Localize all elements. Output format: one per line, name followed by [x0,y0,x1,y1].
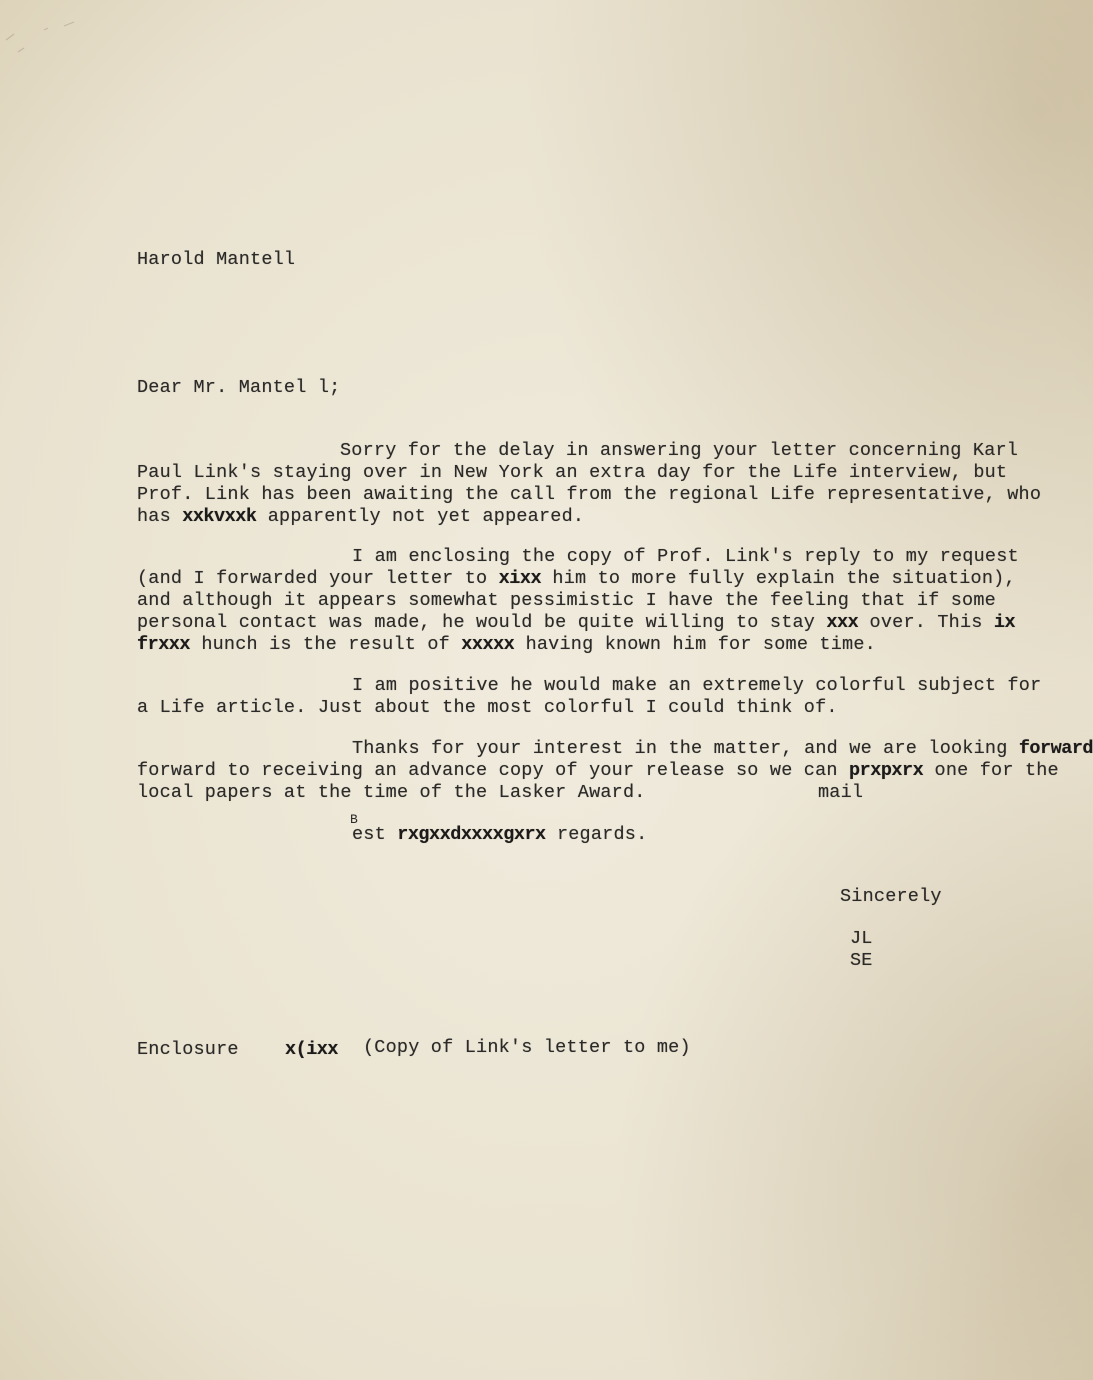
text-run: him to more fully explain the situation), [541,568,1016,589]
paragraph-2-line-4 [137,612,1015,634]
paper-scuff-mark [4,20,84,70]
text-run: hunch is the result of [190,634,462,655]
paragraph-4-line-3: local papers at the time of the Lasker Award. [137,782,646,803]
correction-mark: B [350,812,358,827]
struck-out-text: rxgxxdxxxxgxrx [397,824,546,845]
text-run: est [352,824,398,845]
initials-1: JL [850,928,873,949]
struck-out-text: xxx [826,612,859,633]
paragraph-1-line-3: Prof. Link has been awaiting the call from the regional Life representative, who [137,484,1042,505]
paragraph-2-line-2 [137,568,1016,590]
text-run: one for the [923,760,1059,781]
enclosure-label: Enclosure [137,1039,239,1060]
text-run: over. This [858,612,994,633]
struck-out-text: xxkvxxk [182,506,257,527]
text-run: (and I forwarded your letter to [137,568,499,589]
struck-out-text: forward [1018,738,1093,759]
struck-out-text: x(ixx [285,1039,339,1060]
struck-out-text: prxpxrx [849,760,924,781]
struck-out-text: ix [993,612,1016,633]
paragraph-1-line-2: Paul Link's staying over in New York an extra day for the Life interview, but [137,462,1008,483]
paragraph-4-line-2 [137,760,1059,782]
paragraph-2-line-5 [137,634,876,656]
initials-2: SE [850,950,873,971]
paragraph-1-line-4 [137,506,584,528]
signoff: Sincerely [840,886,942,907]
paragraph-2-line-1: I am enclosing the copy of Prof. Link's reply to my request [352,546,1019,567]
paragraph-4-line-1 [352,738,1093,760]
text-run: having known him for some time. [514,634,876,655]
text-run: has [137,506,183,527]
text-run: Thanks for your interest in the matter, and we are looking [352,738,1019,759]
text-run: regards. [545,824,648,845]
paragraph-3-line-1: I am positive he would make an extremely colorful subject for [352,675,1042,696]
paragraph-1-line-1: Sorry for the delay in answering your letter concerning Karl [340,440,1019,461]
recipient-name: Harold Mantell [137,249,296,270]
inserted-word-mail: mail [818,782,864,803]
paragraph-3-line-2: a Life article. Just about the most colorful I could think of. [137,697,838,718]
closing-regards-line [352,824,647,846]
struck-out-text: xixx [498,568,542,589]
text-run: apparently not yet appeared. [256,506,585,527]
salutation: Dear Mr. Mantel l; [137,377,341,398]
enclosure-note: (Copy of Link's letter to me) [363,1037,691,1058]
struck-out-text: xxxxx [461,634,515,655]
paragraph-2-line-3: and although it appears somewhat pessimistic I have the feeling that if some [137,590,996,611]
text-run: personal contact was made, he would be quite willing to stay [137,612,827,633]
text-run: forward to receiving an advance copy of your release so we can [137,760,850,781]
struck-out-text: frxxx [137,634,191,655]
